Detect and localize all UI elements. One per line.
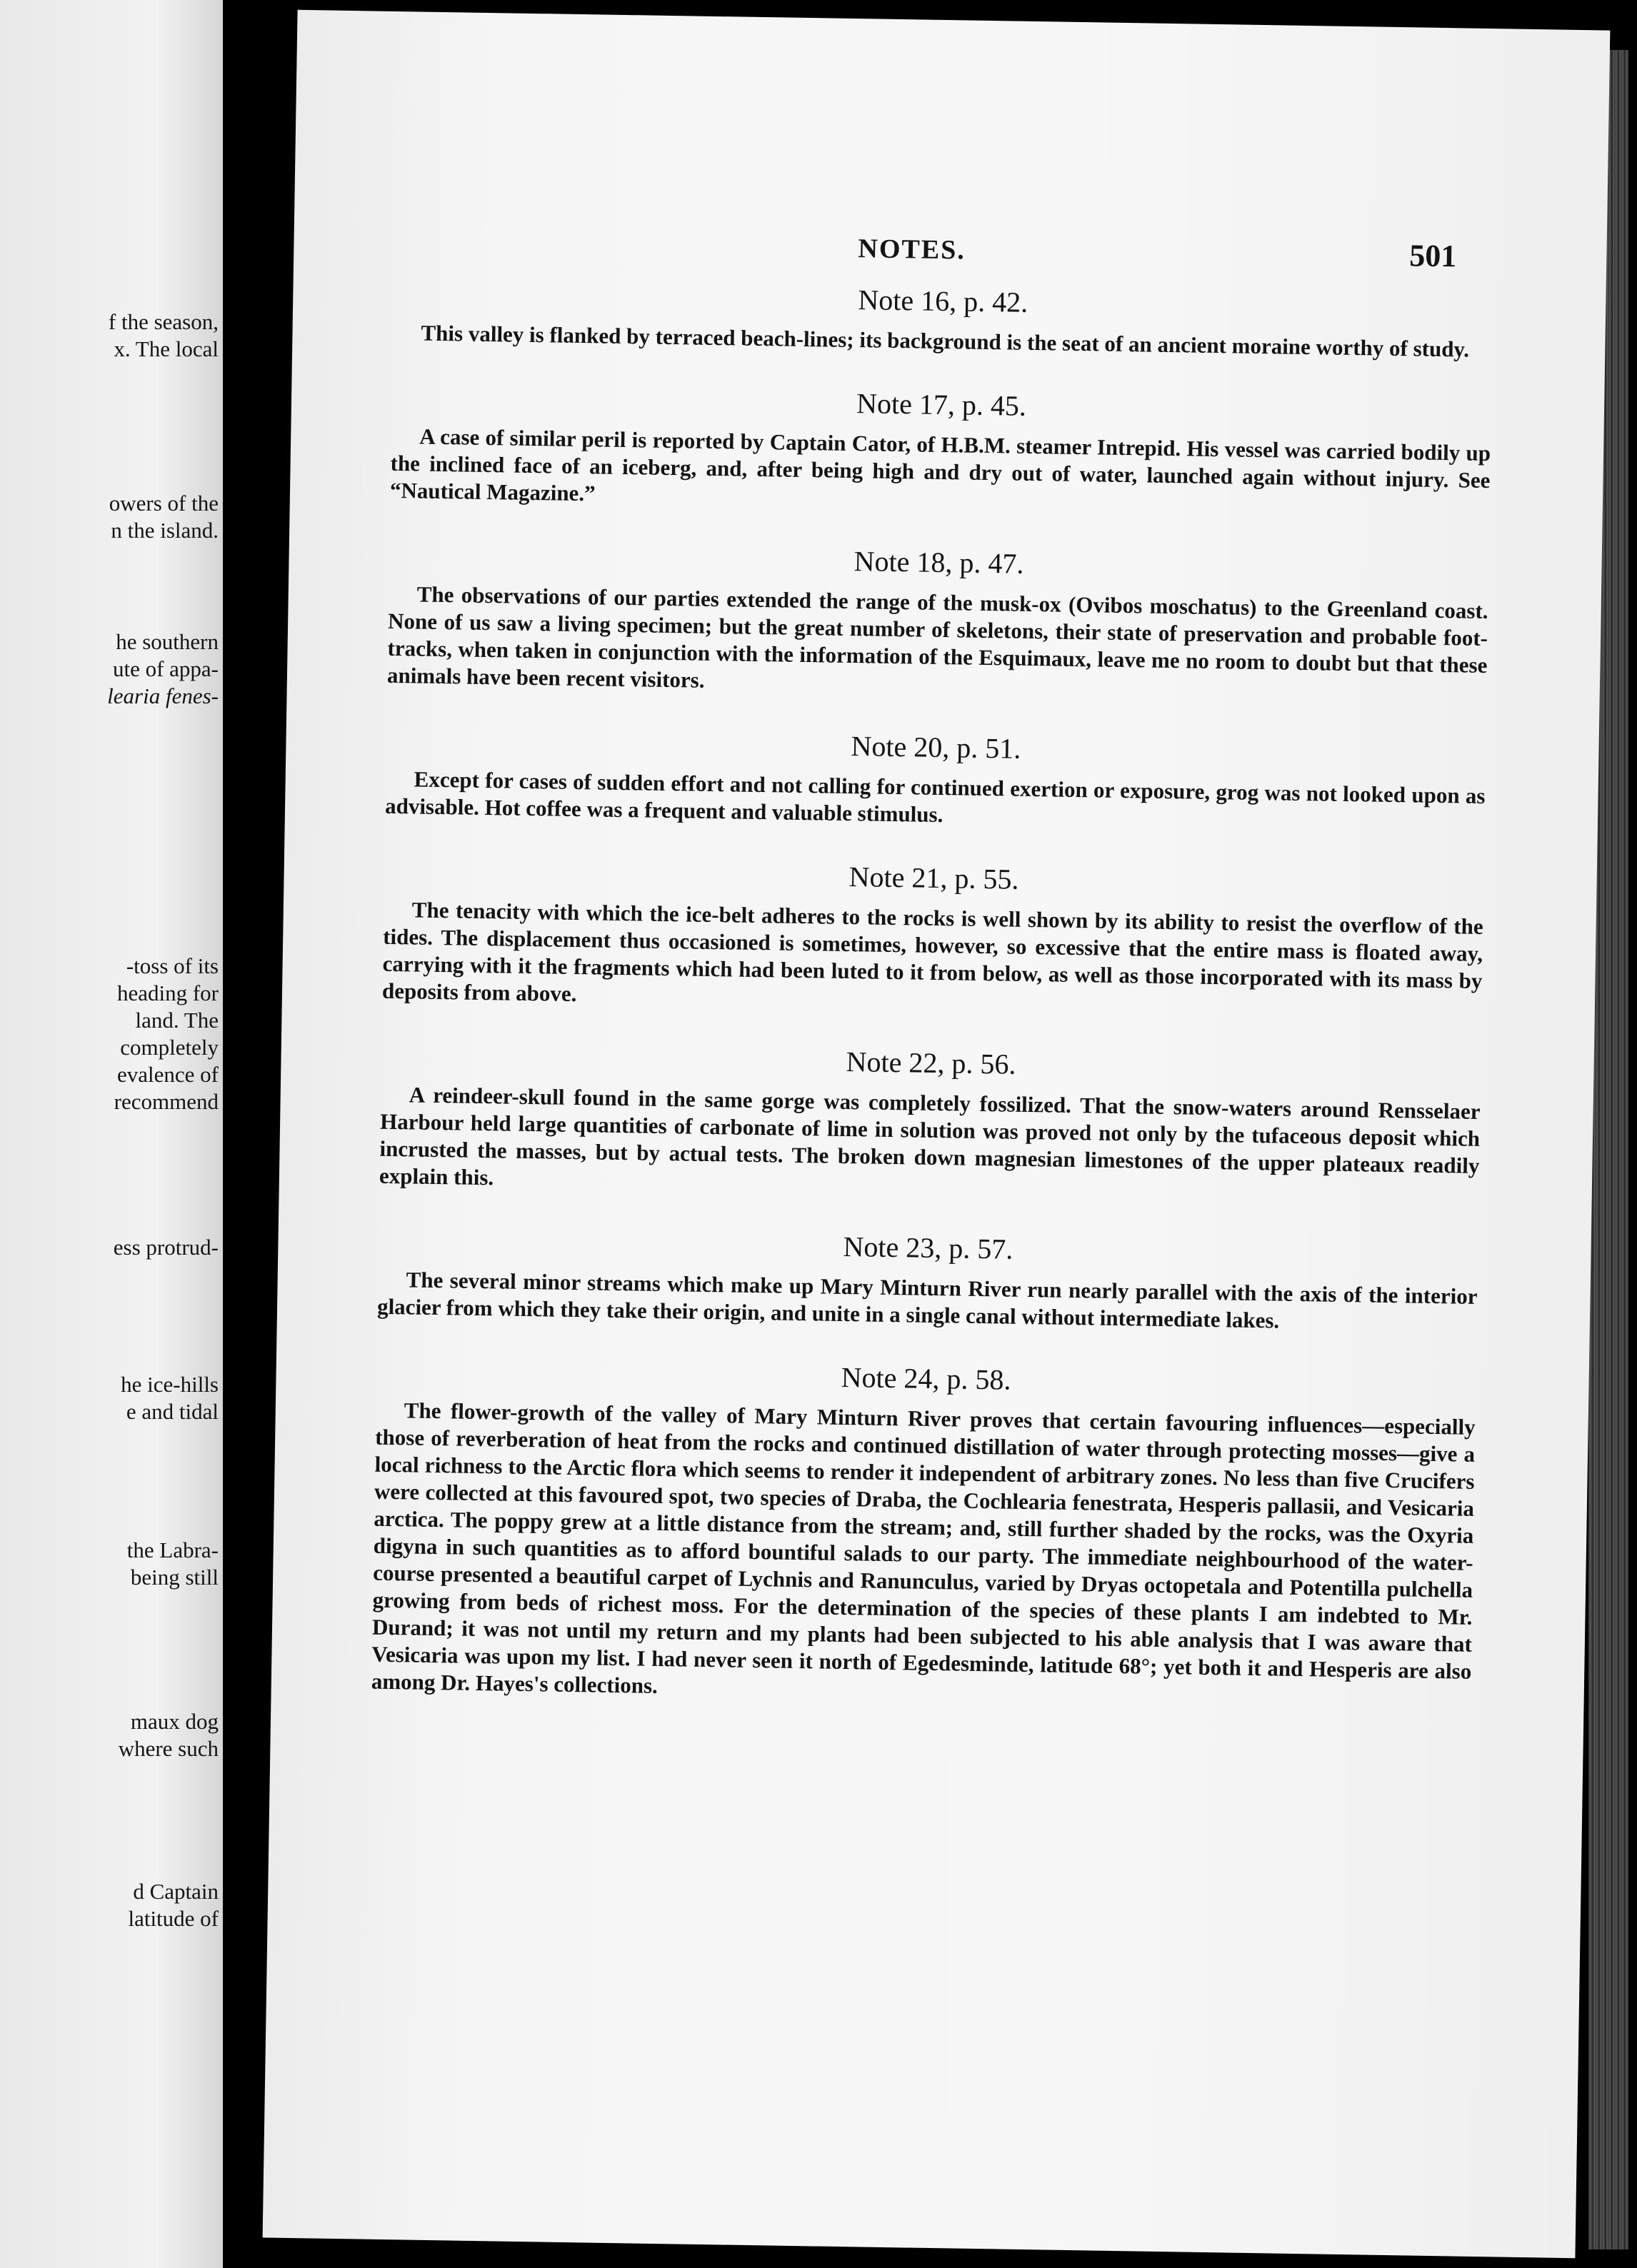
left-fragment: heading for bbox=[116, 980, 219, 1005]
running-head: NOTES. bbox=[858, 234, 966, 266]
left-fragment: he southern bbox=[116, 629, 219, 654]
note-heading: Note 18, p. 47. bbox=[853, 545, 1024, 580]
note-text: Except for cases of sudden effort and not calling for continued exertion or exposure, grog was not looked upon as advisable. Hot coffee was a frequent and valuable stimulus. bbox=[384, 766, 1486, 828]
left-fragment: the Labra- bbox=[126, 1537, 219, 1562]
left-fragment: ute of appa- bbox=[112, 656, 219, 681]
note-22 bbox=[379, 1038, 1481, 1207]
note-text: The observations of our parties extended the range of the musk-ox (Ovibos moschatus) to the Greenland coast. None of us saw a living specimen; but the great number of skeletons, their state of preservation and probable foot-tracks, when taken in conjunction with the information of the Esquimaux, leave me no room to doubt but that these animals have been recent visitors. bbox=[386, 581, 1488, 693]
note-heading: Note 22, p. 56. bbox=[846, 1045, 1016, 1080]
left-fragment: where such bbox=[118, 1736, 219, 1761]
left-fragment: owers of the bbox=[109, 491, 219, 516]
notes-list bbox=[371, 276, 1493, 1745]
left-fragment: he ice-hills bbox=[121, 1372, 219, 1397]
note-text: A case of similar peril is reported by Captain Cator, of H.B.M. steamer Intrepid. His vessel was carried bodily up the inclined face of an iceberg, and, after being high and dry out of water, launched again without injury. See “Nautical Magazine.” bbox=[389, 423, 1491, 506]
note-16 bbox=[392, 276, 1493, 363]
note-text: The several minor streams which make up Mary Minturn River run nearly parallel with the axis of the interior glacier from which they take their origin, and unite in a single canal without intermediate lakes. bbox=[376, 1267, 1478, 1333]
left-fragment: ess protrud- bbox=[113, 1235, 219, 1260]
left-fragment: e and tidal bbox=[126, 1399, 219, 1424]
note-heading: Note 20, p. 51. bbox=[851, 730, 1021, 765]
note-heading: Note 16, p. 42. bbox=[858, 284, 1028, 318]
left-fragment: latitude of bbox=[128, 1906, 219, 1931]
note-23 bbox=[377, 1223, 1478, 1338]
left-fragment: evalence of bbox=[117, 1062, 219, 1087]
left-fragment: x. The local bbox=[114, 336, 219, 361]
note-20 bbox=[385, 722, 1486, 837]
left-fragment: f the season, bbox=[108, 309, 219, 334]
left-fragment: recommend bbox=[114, 1089, 219, 1114]
note-text: This valley is flanked by terraced beach-lines; its background is the seat of an ancient moraine worthy of study. bbox=[421, 320, 1470, 362]
left-fragment: d Captain bbox=[133, 1879, 219, 1904]
note-heading: Note 24, p. 58. bbox=[841, 1360, 1011, 1396]
note-17 bbox=[390, 379, 1492, 521]
left-fragment: -toss of its bbox=[126, 953, 219, 978]
note-text: The tenacity with which the ice-belt adheres to the rocks is well shown by its ability to resist the overflow of the tides. The displacement thus occasioned is sometimes, however, so excessive that the entire mass is floated away, carrying with it the fragments which had been luted to it from below, as well as those incorporated with its mass by deposits from above. bbox=[381, 897, 1483, 1007]
page-number: 501 bbox=[1409, 238, 1457, 274]
note-18 bbox=[387, 537, 1489, 706]
left-facing-page bbox=[0, 0, 223, 2268]
left-fragment: being still bbox=[130, 1565, 219, 1590]
left-fragment: land. The bbox=[135, 1008, 219, 1033]
note-24 bbox=[371, 1353, 1476, 1712]
note-heading: Note 21, p. 55. bbox=[848, 860, 1019, 895]
left-fragment: n the island. bbox=[111, 518, 219, 543]
note-heading: Note 17, p. 45. bbox=[856, 387, 1027, 422]
note-text: A reindeer-skull found in the same gorge was completely fossilized. That the snow-waters around Rensselaer Harbour held large quantities of carbonate of lime in solution was proved not only by the tufaceous deposit which incrusted the masses, but by actual tests. The broken down magnesian limestones of the upper plateaux readily explain this. bbox=[379, 1082, 1481, 1190]
left-fragment: learia fenes- bbox=[107, 683, 219, 708]
book-page bbox=[263, 10, 1611, 2258]
note-heading: Note 23, p. 57. bbox=[843, 1230, 1013, 1265]
left-fragment: maux dog bbox=[130, 1709, 219, 1734]
left-fragment: completely bbox=[120, 1035, 219, 1060]
note-21 bbox=[382, 853, 1484, 1022]
note-text: The flower-growth of the valley of Mary Minturn River proves that certain favouring influences—especially those of reverberation of heat from the rocks and continued distillation of water through protecting mosses—give a local richness to the Arctic flora which seems to render it independent of arbitrary zones. No less than five Crucifers were collected at this favoured spot, two species of Draba, the Cochlearia fenestrata, Hesperis pallasii, and Vesicaria arctica. The poppy grew at a little distance from the stream; and, still further shaded by the rocks, was the Oxyria digyna in such quantities as to afford bountiful salads to our party. The immediate neighbourhood of the water-course presented a beautiful carpet of Lychnis and Ranunculus, varied by Dryas octopetala and Potentilla pulchella growing from beds of richest moss. For the determination of the species of these plants I am indebted to Mr. Durand; it was not until my return and my plants had been subjected to his able analysis that I was aware that Vesicaria was upon my list. I had never seen it north of Egedesminde, latitude 68°; yet both it and Hesperis are also among Dr. Hayes's collections. bbox=[371, 1398, 1476, 1698]
